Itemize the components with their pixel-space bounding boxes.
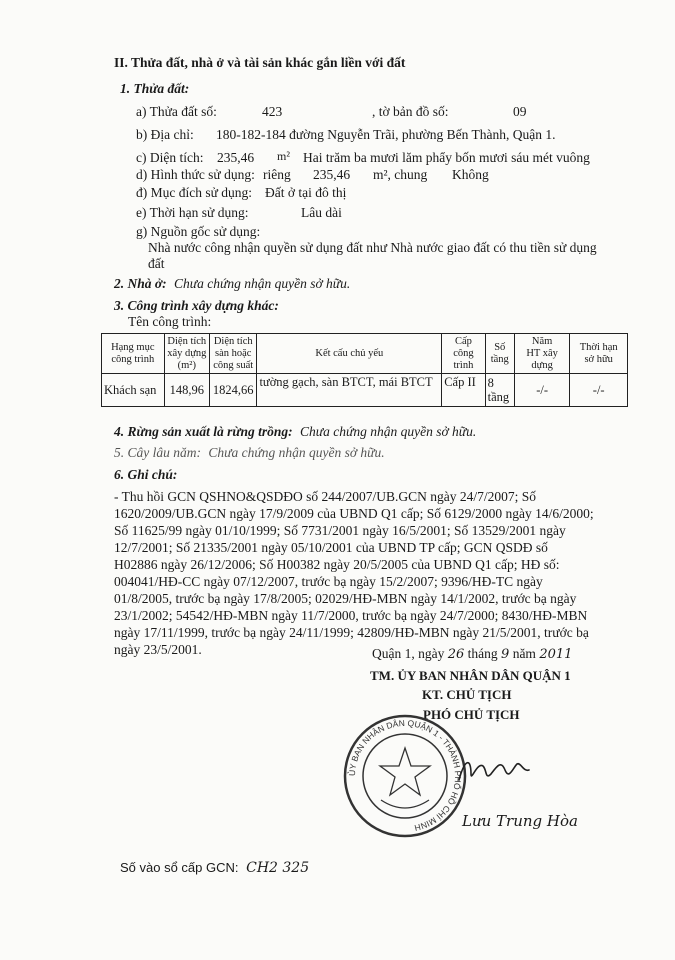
map-label: , tờ bản đồ số: [372, 104, 449, 119]
construction-table [101, 333, 628, 407]
notes-line: ngày 23/5/2001. [114, 642, 202, 657]
handwritten-signature-icon [455, 752, 535, 788]
forest-row [114, 424, 476, 440]
cell-floors: 8 tầng [485, 374, 514, 407]
seal-text: ỦY BAN NHÂN DÂN QUẬN 1 - THÀNH PHỐ HỒ CHÍ MINH [346, 717, 464, 834]
use-form-shared: Không [452, 167, 489, 182]
registry-number: CH2 325 [246, 860, 310, 876]
cell-building-area: 148,96 [164, 374, 209, 407]
area-words: Hai trăm ba mươi lăm phẩy bốn mươi sáu mét vuông [303, 150, 590, 165]
term-label: e) Thời hạn sử dụng: [136, 205, 249, 220]
area-value: 235,46 [217, 150, 255, 165]
role-line-2: PHÓ CHỦ TỊCH [423, 707, 520, 722]
purpose-value: Đất ở tại đô thị [265, 185, 347, 200]
origin-label: g) Nguồn gốc sử dụng: [136, 224, 261, 239]
header-year: Năm HT xây dựng [514, 334, 570, 374]
registry-label: Số vào sổ cấp GCN: [120, 860, 239, 875]
header-grade: Cấp công trình [442, 334, 485, 374]
signer-name: Lưu Trung Hòa [462, 812, 578, 830]
purpose-label: đ) Mục đích sử dụng: [136, 185, 253, 200]
map-number: 09 [513, 104, 527, 119]
registry-row [120, 860, 309, 876]
origin-line-1: Nhà nước công nhận quyền sử dụng đất như Nhà nước giao đất có thu tiền sử dụng [148, 240, 597, 255]
use-form-label: d) Hình thức sử dụng: [136, 167, 255, 182]
notes-line: ngày 17/11/1999, trước bạ ngày 24/11/1999; 42809/HĐ-MBN ngày 21/5/2001, trước bạ [114, 625, 589, 640]
header-category: Hạng mục công trình [102, 334, 165, 374]
house-value: Chưa chứng nhận quyền sở hữu. [174, 276, 351, 291]
address-label: b) Địa chỉ: [136, 127, 194, 142]
table-row [102, 374, 628, 407]
house-row [114, 276, 350, 292]
perennial-heading: 5. Cây lâu năm: [114, 445, 201, 460]
address-value: 180-182-184 đường Nguyễn Trãi, phường Bến Thành, Quận 1. [216, 127, 556, 142]
date-year: 2011 [539, 647, 573, 662]
cell-year: -/- [514, 374, 570, 407]
forest-value: Chưa chứng nhận quyền sở hữu. [299, 424, 477, 439]
date-day: 26 [447, 647, 465, 662]
perennial-value: Chưa chứng nhận quyền sở hữu. [208, 445, 385, 460]
notes-line: 004041/HĐ-CC ngày 07/12/2007, trước bạ ngày 15/2/2007; 9396/HĐ-TC ngày [114, 574, 543, 589]
header-floors: Số tầng [485, 334, 514, 374]
use-form-unit: m², chung [373, 167, 428, 182]
cell-grade: Cấp II [442, 374, 485, 407]
notes-body [114, 488, 654, 658]
use-form-private: riêng [263, 167, 291, 182]
term-value: Lâu dài [301, 205, 342, 220]
table-header-row [102, 334, 628, 374]
notes-heading: 6. Ghi chú: [114, 467, 178, 482]
cell-structure: tường gạch, sàn BTCT, mái BTCT [257, 374, 442, 407]
header-building-area: Diện tích xây dựng (m²) [164, 334, 209, 374]
header-ownership-term: Thời hạn sở hữu [570, 334, 628, 374]
house-heading: 2. Nhà ở: [114, 276, 167, 291]
notes-line: 12/7/2001; Số 21335/2001 ngày 05/10/2001 của UBND TP cấp; GCN QSDĐ số [114, 540, 548, 555]
notes-line: H02886 ngày 26/12/2006; Số H00382 ngày 20/5/2005 của UBND Q1 cấp; HĐ số: [114, 557, 560, 572]
official-seal-icon [343, 714, 467, 838]
date-month: 9 [501, 647, 510, 662]
forest-heading: 4. Rừng sản xuất là rừng trồng: [114, 424, 293, 439]
cell-ownership-term: -/- [570, 374, 628, 407]
authority: TM. ỦY BAN NHÂN DÂN QUẬN 1 [370, 668, 571, 683]
notes-line: 23/1/2002; 54542/HĐ-MBN ngày 11/7/2000, trước bạ ngày 24/7/2000; 8430/HĐ-MBN [114, 608, 588, 623]
notes-line: 01/8/2005, trước bạ ngày 17/8/2005; 02029/HĐ-MBN ngày 14/1/2002, trước bạ ngày [114, 591, 577, 606]
header-floor-area: Diện tích sàn hoặc công suất [210, 334, 257, 374]
role-line-1: KT. CHỦ TỊCH [422, 687, 512, 702]
construction-heading: 3. Công trình xây dựng khác: [114, 298, 279, 313]
origin-line-2: đất [148, 256, 165, 271]
area-label: c) Diện tích: [136, 150, 204, 165]
area-unit: m² [277, 149, 290, 163]
plot-number: 423 [262, 104, 283, 119]
cell-floor-area: 1824,66 [210, 374, 257, 407]
construction-name-label: Tên công trình: [128, 314, 212, 329]
notes-line: Số 11625/99 ngày 01/10/1999; Số 7731/2001 ngày 16/5/2001; Số 13529/2001 ngày [114, 523, 566, 538]
use-form-private-value: 235,46 [313, 167, 351, 182]
notes-line: - Thu hồi GCN QSHNO&QSDĐO số 244/2007/UB.GCN ngày 24/7/2007; Số [114, 489, 537, 504]
section-heading: II. Thửa đất, nhà ở và tài sản khác gắn liền với đất [114, 55, 406, 70]
cell-category: Khách sạn [102, 374, 165, 407]
signing-date: Quận 1, ngày 26 tháng 9 năm 2011 [372, 646, 573, 662]
perennial-row [114, 445, 385, 461]
notes-line: 1620/2009/UB.GCN ngày 17/9/2009 của UBND Q1 cấp; Số 6129/2000 ngày 14/6/2000; [114, 506, 594, 521]
land-heading: 1. Thửa đất: [120, 81, 190, 96]
plot-label: a) Thửa đất số: [136, 104, 217, 119]
header-structure: Kết cấu chủ yếu [257, 334, 442, 374]
